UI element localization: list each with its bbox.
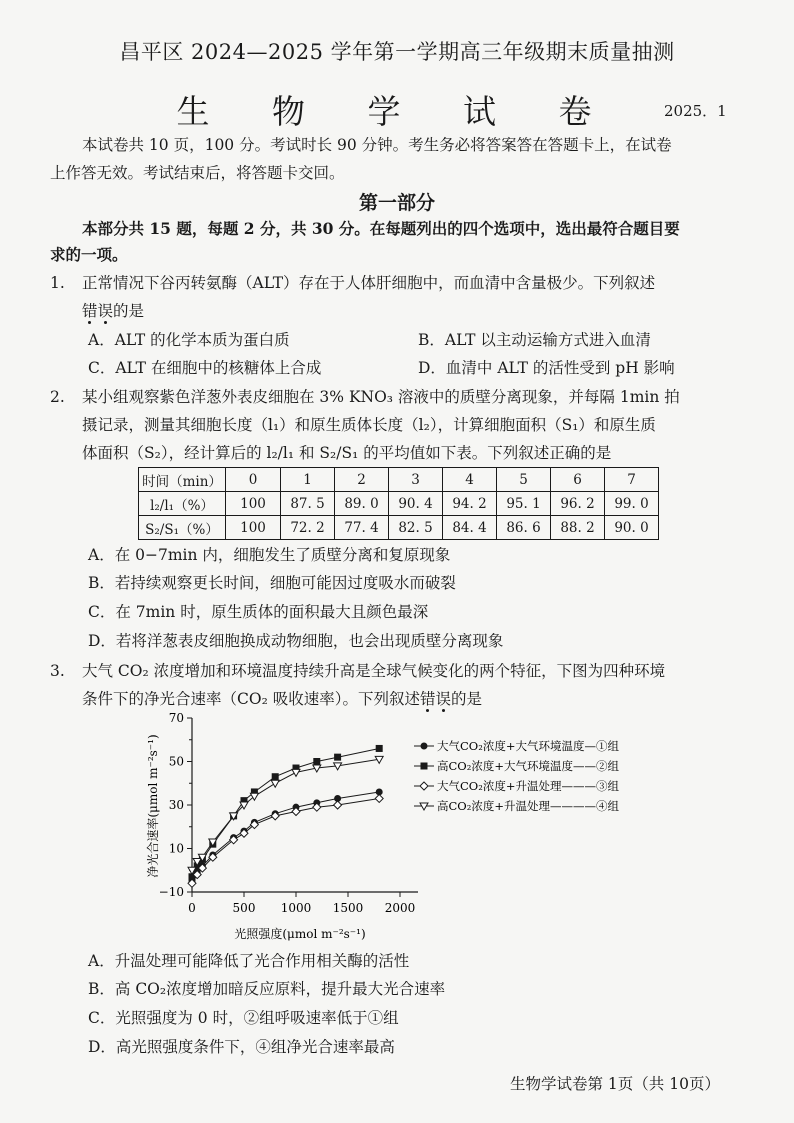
data-point-series-4 [271,780,279,787]
legend-label: 高CO₂浓度+大气环境温度——②组 [437,759,619,773]
y-tick-label: −10 [158,885,184,899]
table-cell: 95. 1 [497,492,551,516]
q3-emphasis-char-1: 错 [419,690,436,708]
table-cell: 6 [551,468,605,492]
y-axis-label: 净光合速率(μmol m⁻²s⁻¹) [146,734,160,878]
table-cell: 5 [497,468,551,492]
x-axis-label: 光照强度(μmol m⁻²s⁻¹) [234,927,366,941]
photosynthesis-line-chart [130,704,670,944]
table-cell: 72. 2 [281,516,335,540]
q2-number: 2. [50,388,65,406]
series-line-2 [192,749,379,877]
data-point-series-2 [314,759,320,765]
table-cell: 7 [605,468,659,492]
part-one-title: 第一部分 [358,192,435,214]
q2-stem-line-3: 体面积（S₂），经计算后的 l₂/l₁ 和 S₂/S₁ 的平均值如下表。下列叙述正确的是 [82,444,612,462]
table-cell: 96. 2 [551,492,605,516]
table-cell: 1 [281,468,335,492]
q2-data-table [138,467,659,540]
data-point-series-4 [292,769,300,776]
q2-option-d: D．若将洋葱表皮细胞换成动物细胞，也会出现质壁分离现象 [88,632,504,650]
table-cell: 89. 0 [335,492,389,516]
data-point-series-2 [376,745,382,751]
q1-stem-tail: 的是 [113,302,145,320]
subject-title: 生 物 学 试 卷 [176,92,618,131]
x-tick-label: 0 [188,901,196,915]
page-footer: 生物学试卷第 1页（共 10页） [510,1075,720,1093]
intro-line-2: 上作答无效。考试结束后，将答题卡交回。 [50,164,345,182]
x-tick-label: 1500 [332,901,364,915]
chart-legend [414,739,619,813]
table-cell: 时间（min） [139,468,226,492]
series-line-4 [192,759,379,870]
q1-number: 1. [50,274,65,292]
q1-emphasis-char-2: 误 [97,302,114,320]
legend-label: 大气CO₂浓度+大气环境温度—①组 [437,739,619,753]
table-row [139,492,659,516]
q3-option-b: B．高 CO₂浓度增加暗反应原料，提升最大光合速率 [88,980,446,998]
intro-line-1: 本试卷共 10 页，100 分。考试时长 90 分钟。考生务必将答案答在答题卡上，在试卷 [82,136,672,154]
q3-option-a: A．升温处理可能降低了光合作用相关酶的活性 [88,952,410,970]
table-cell: 90. 0 [605,516,659,540]
data-point-series-3 [375,794,383,802]
table-cell: 99. 0 [605,492,659,516]
q3-option-c: C．光照强度为 0 时，②组呼吸速率低于①组 [88,1009,399,1027]
q3-stem-head: 条件下的净光合速率（CO₂ 吸收速率）。下列叙述 [82,690,420,708]
table-cell: 3 [389,468,443,492]
x-tick-label: 1000 [280,901,312,915]
q1-option-a: A．ALT 的化学本质为蛋白质 [88,331,290,349]
data-point-series-3 [334,801,342,809]
legend-marker [420,782,428,790]
x-tick-label: 2000 [384,901,416,915]
exam-date: 2025．1 [664,102,727,120]
series-line-1 [192,792,379,881]
table-cell: 86. 6 [497,516,551,540]
q1-stem-line-1: 正常情况下谷丙转氨酶（ALT）存在于人体肝细胞中，而血清中含量极少。下列叙述 [82,274,656,292]
table-header-row [139,468,659,492]
q3-stem-line-1: 大气 CO₂ 浓度增加和环境温度持续升高是全球气候变化的两个特征，下图为四种环境 [82,662,666,680]
q3-number: 3. [50,662,65,680]
legend-label: 高CO₂浓度+升温处理————④组 [437,799,619,813]
table-cell: 4 [443,468,497,492]
q3-emphasis-char-2: 误 [435,690,451,708]
table-cell: 87. 5 [281,492,335,516]
data-point-series-2 [272,774,278,780]
q2-stem-line-2: 摄记录，测量其细胞长度（l₁）和原生质体长度（l₂），计算细胞面积（S₁）和原生质 [82,416,656,434]
x-tick-label: 500 [232,901,256,915]
data-point-series-2 [335,754,341,760]
q2-option-b: B．若持续观察更长时间，细胞可能因过度吸水而破裂 [88,574,456,592]
legend-label: 大气CO₂浓度+升温处理———③组 [437,779,619,793]
legend-marker [421,743,427,749]
table-cell: 100 [226,492,281,516]
table-cell: 88. 2 [551,516,605,540]
table-cell: S₂/S₁（%） [139,516,226,540]
exam-title: 昌平区 2024—2025 学年第一学期高三年级期末质量抽测 [119,40,675,64]
series-line-3 [192,799,379,884]
q1-emphasis-char-1: 错 [82,302,98,320]
table-cell: 2 [335,468,389,492]
q1-option-c: C．ALT 在细胞中的核糖体上合成 [88,359,322,377]
q3-option-d: D．高光照强度条件下，④组净光合速率最高 [88,1038,395,1056]
q1-option-b: B．ALT 以主动运输方式进入血清 [418,331,651,349]
part-one-instructions-2: 求的一项。 [50,245,128,264]
legend-marker [421,763,427,769]
y-tick-label: 10 [168,841,184,856]
q2-stem-line-1: 某小组观察紫色洋葱外表皮细胞在 3% KNO₃ 溶液中的质壁分离现象，并每隔 1min 拍 [82,388,680,406]
table-cell: l₂/l₁（%） [139,492,226,516]
y-tick-label: 50 [168,754,184,769]
q3-stem-tail: 的是 [451,690,483,708]
part-one-instructions-1: 本部分共 15 题，每题 2 分，共 30 分。在每题列出的四个选项中，选出最符合题目要 [82,219,680,238]
table-cell: 77. 4 [335,516,389,540]
table-cell: 84. 4 [443,516,497,540]
table-cell: 90. 4 [389,492,443,516]
table-cell: 100 [226,516,281,540]
y-tick-label: 30 [168,798,184,812]
table-cell: 82. 5 [389,516,443,540]
table-cell: 94. 2 [443,492,497,516]
q1-stem-line-2 [82,296,144,326]
y-tick-label: 70 [168,711,184,725]
q2-option-a: A．在 0−7min 内，细胞发生了质壁分离和复原现象 [88,546,451,564]
q2-option-c: C．在 7min 时，原生质体的面积最大且颜色最深 [88,603,429,621]
table-cell: 0 [226,468,281,492]
table-row [139,516,659,540]
q1-option-d: D．血清中 ALT 的活性受到 pH 影响 [418,359,675,377]
